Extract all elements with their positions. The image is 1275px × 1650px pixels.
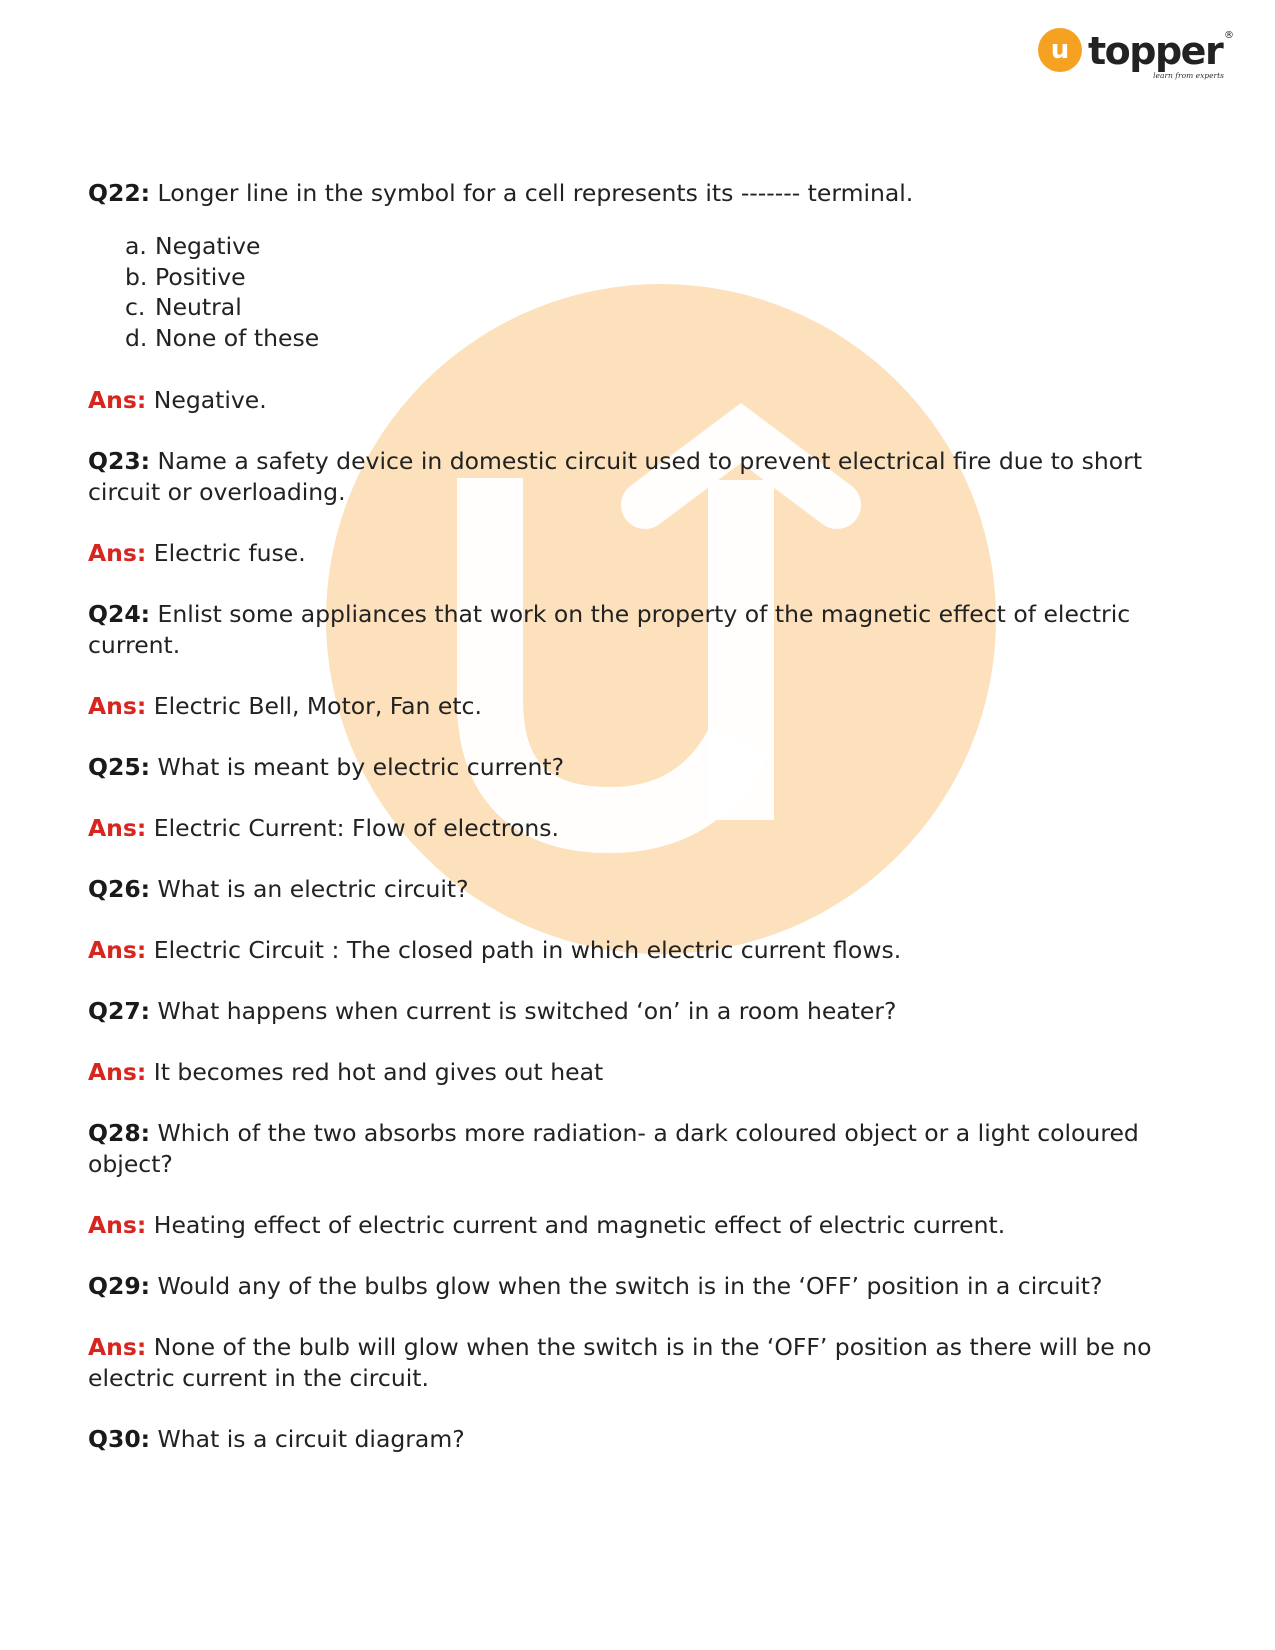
answer-text: Heating effect of electric current and magnetic effect of electric current. bbox=[146, 1211, 1006, 1239]
option-letter: c. bbox=[125, 293, 146, 321]
question-24 bbox=[88, 599, 1198, 661]
answer-22 bbox=[88, 385, 1198, 416]
answer-label: Ans: bbox=[88, 1058, 147, 1086]
answer-label: Ans: bbox=[88, 936, 147, 964]
answer-text: Electric Circuit : The closed path in which electric current flows. bbox=[146, 936, 902, 964]
question-text: What is a circuit diagram? bbox=[150, 1425, 465, 1453]
answer-28 bbox=[88, 1210, 1198, 1241]
answer-label: Ans: bbox=[88, 386, 147, 414]
question-text: What happens when current is switched ‘on’ in a room heater? bbox=[150, 997, 897, 1025]
question-label: Q26: bbox=[88, 875, 151, 903]
option-text: Negative bbox=[155, 232, 261, 260]
answer-27 bbox=[88, 1057, 1198, 1088]
question-26 bbox=[88, 874, 1198, 905]
question-text: Which of the two absorbs more radiation- a dark coloured object or a light coloured object? bbox=[88, 1119, 1139, 1178]
answer-label: Ans: bbox=[88, 539, 147, 567]
question-label: Q27: bbox=[88, 997, 151, 1025]
logo-registered: ® bbox=[1224, 30, 1234, 41]
answer-text: Electric Current: Flow of electrons. bbox=[146, 814, 559, 842]
option-c bbox=[125, 292, 1198, 323]
option-b bbox=[125, 262, 1198, 293]
question-23 bbox=[88, 446, 1198, 508]
answer-label: Ans: bbox=[88, 1333, 147, 1361]
answer-text: It becomes red hot and gives out heat bbox=[146, 1058, 604, 1086]
question-22 bbox=[88, 178, 1198, 209]
answer-29 bbox=[88, 1332, 1198, 1394]
options-list bbox=[88, 231, 1198, 353]
question-27 bbox=[88, 996, 1198, 1027]
question-29 bbox=[88, 1271, 1198, 1302]
option-text: Positive bbox=[155, 262, 246, 291]
question-text: Longer line in the symbol for a cell represents its ------- terminal. bbox=[150, 179, 914, 207]
question-label: Q23: bbox=[88, 447, 151, 475]
question-label: Q29: bbox=[88, 1272, 151, 1300]
question-label: Q25: bbox=[88, 753, 151, 781]
answer-label: Ans: bbox=[88, 1211, 147, 1239]
question-text: What is meant by electric current? bbox=[150, 753, 565, 781]
option-d bbox=[125, 323, 1198, 354]
question-text: Name a safety device in domestic circuit used to prevent electrical fire due to short circuit or overloading. bbox=[88, 447, 1143, 506]
option-a bbox=[125, 231, 1198, 262]
question-label: Q22: bbox=[88, 179, 151, 207]
question-list bbox=[88, 178, 1198, 1485]
question-text: Would any of the bulbs glow when the switch is in the ‘OFF’ position in a circuit? bbox=[150, 1272, 1103, 1300]
question-label: Q30: bbox=[88, 1425, 151, 1453]
answer-text: Electric fuse. bbox=[146, 539, 306, 567]
option-letter: d. bbox=[125, 323, 148, 352]
question-text: Enlist some appliances that work on the property of the magnetic effect of electric current. bbox=[88, 600, 1131, 659]
logo-letter: u bbox=[1050, 35, 1070, 65]
answer-text: None of the bulb will glow when the switch is in the ‘OFF’ position as there will be no electric current in the circuit. bbox=[88, 1333, 1152, 1392]
answer-23 bbox=[88, 538, 1198, 569]
question-label: Q24: bbox=[88, 600, 151, 628]
answer-text: Electric Bell, Motor, Fan etc. bbox=[146, 692, 482, 720]
answer-label: Ans: bbox=[88, 814, 147, 842]
question-28 bbox=[88, 1118, 1198, 1180]
topper-logo bbox=[1038, 28, 1238, 84]
logo-wordmark: topper bbox=[1088, 29, 1223, 73]
answer-text: Negative. bbox=[146, 386, 267, 414]
question-25 bbox=[88, 752, 1198, 783]
answer-label: Ans: bbox=[88, 692, 147, 720]
question-label: Q28: bbox=[88, 1119, 151, 1147]
logo-tagline: learn from experts bbox=[1153, 71, 1224, 80]
answer-24 bbox=[88, 691, 1198, 722]
option-text: None of these bbox=[155, 323, 320, 352]
answer-25 bbox=[88, 813, 1198, 844]
option-letter: a. bbox=[125, 232, 147, 260]
question-30 bbox=[88, 1424, 1198, 1455]
option-letter: b. bbox=[125, 262, 148, 291]
option-text: Neutral bbox=[155, 293, 242, 321]
answer-26 bbox=[88, 935, 1198, 966]
question-text: What is an electric circuit? bbox=[150, 875, 469, 903]
